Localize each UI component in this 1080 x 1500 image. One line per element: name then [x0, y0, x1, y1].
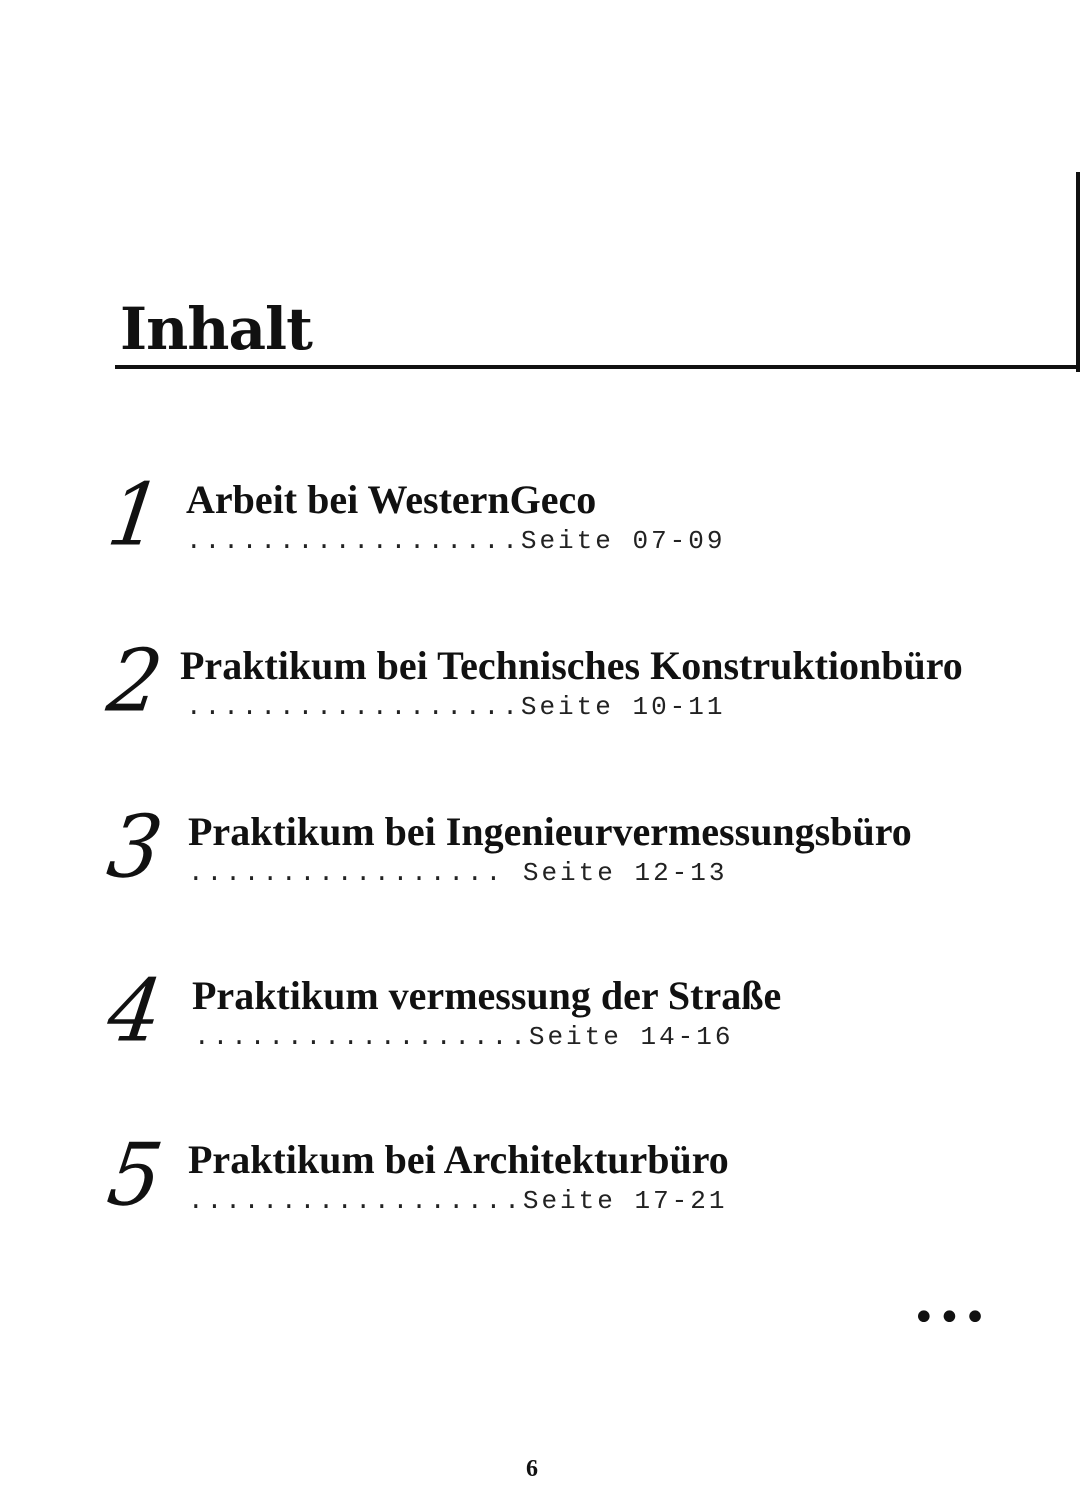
chapter-number: 2 — [101, 631, 169, 732]
chapter-number: 1 — [101, 465, 169, 566]
chapter-title: Praktikum bei Technisches Konstruktionbüro — [180, 643, 963, 688]
toc-entry-5[interactable] — [100, 1125, 1060, 1250]
chapter-title: Praktikum bei Architekturbüro — [188, 1137, 729, 1182]
toc-entry-4[interactable] — [100, 961, 1060, 1086]
chapter-page-reference: ................. Seite 12-13 — [188, 858, 728, 888]
title-underline — [115, 365, 1080, 369]
chapter-number: 3 — [101, 797, 169, 898]
page-number: 6 — [526, 1456, 538, 1482]
toc-entry-3[interactable] — [100, 797, 1060, 922]
toc-entry-1[interactable] — [100, 465, 1060, 590]
chapter-number: 4 — [101, 961, 169, 1062]
chapter-title: Arbeit bei WesternGeco — [186, 477, 597, 522]
chapter-page-reference: ..................Seite 07-09 — [186, 526, 726, 556]
toc-entry-2[interactable] — [100, 631, 1060, 756]
more-ellipsis-indicator: ••• — [912, 1295, 989, 1341]
chapter-page-reference: ..................Seite 10-11 — [186, 692, 726, 722]
page-edge-rule — [1076, 172, 1080, 372]
chapter-page-reference: ..................Seite 17-21 — [188, 1186, 728, 1216]
chapter-title: Praktikum vermessung der Straße — [192, 973, 782, 1018]
chapter-title: Praktikum bei Ingenieurvermessungsbüro — [188, 809, 912, 854]
chapter-page-reference: ..................Seite 14-16 — [194, 1022, 734, 1052]
page-title: Inhalt — [120, 295, 312, 363]
chapter-number: 5 — [101, 1125, 169, 1226]
